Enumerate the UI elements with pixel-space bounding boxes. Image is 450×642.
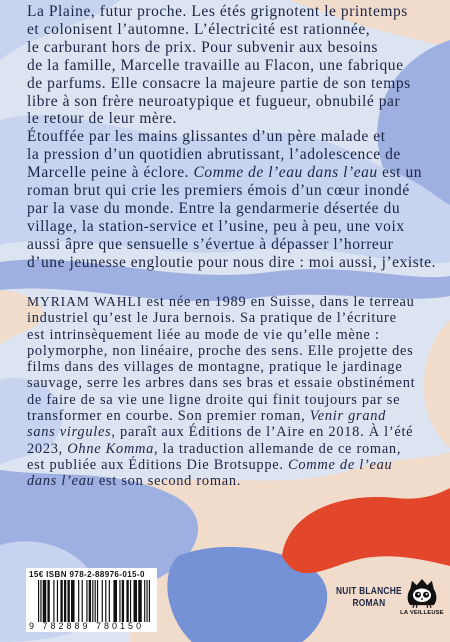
barcode-bar (102, 580, 103, 622)
text-run: et colonisent l’automne. L’électricité est rationnée, (27, 20, 371, 38)
collection-genre: ROMAN (352, 597, 386, 609)
synopsis-line (27, 57, 436, 75)
barcode-bar (105, 580, 106, 622)
synopsis-line (27, 164, 436, 182)
barcode-bar (92, 580, 93, 622)
barcode-bar (53, 580, 54, 622)
text-run: polymorphe, non linéaire, proche des sens. Elle projette des (27, 342, 414, 359)
text-run: le retour de leur mère. (27, 110, 177, 128)
barcode-bar (86, 580, 87, 622)
text-run: le carburant hors de prix. Pour subvenir aux besoins (27, 38, 379, 56)
synopsis-line (27, 39, 436, 57)
bio-line (27, 473, 415, 489)
text-run: la pression d’un quotidien abrutissant, l’adolescence de (27, 146, 401, 164)
bio-line (27, 359, 415, 375)
text-run: libre à son frère neuroatypique et fugueur, obnubilé par (27, 92, 401, 110)
barcode-bar (130, 580, 131, 622)
barcode-bar (57, 580, 58, 622)
barcode-bar (60, 580, 62, 622)
barcode-bar (43, 580, 47, 622)
text-run: de la famille, Marcelle travaille au Flacon, une fabrique (27, 56, 404, 74)
text-run: d’une jeunesse engloutie pour nous dire : moi aussi, j’existe. (27, 253, 437, 271)
text-run: films dans des villages de montagne, pratique le jardinage (27, 359, 403, 376)
barcode-digits: 9 782889 780150 (29, 621, 145, 631)
collection-name: NUIT BLANCHE (336, 585, 402, 597)
publisher-logo (398, 577, 446, 617)
author-bio (27, 294, 415, 490)
barcode-bar (109, 580, 110, 622)
barcode-bars (38, 580, 150, 622)
bio-line (27, 457, 415, 473)
text-run: par la vase du monde. Entre la gendarmerie désertée du (27, 199, 401, 217)
text-run: , la traduction allemande de ce roman, (154, 440, 402, 457)
barcode-bar (122, 580, 124, 622)
text-run: La Plaine, futur proche. Les étés grignotent le printemps (27, 3, 408, 20)
barcode-bar (82, 580, 83, 622)
synopsis-line (27, 182, 436, 200)
bio-line (27, 294, 415, 310)
barcode-bar (97, 580, 98, 622)
barcode-bar (126, 580, 128, 622)
text-run: sauvage, serre les arbres dans ses bras et essaie obstinément (27, 375, 416, 392)
barcode-box (26, 568, 157, 632)
barcode-bar (95, 580, 96, 622)
text-run: village, la station-service et l’usine, peu à peu, une voix (27, 217, 405, 235)
barcode-bar (133, 580, 137, 622)
owl-mascot-icon (404, 577, 440, 608)
author-name: MYRIAM WAHLI (27, 294, 143, 309)
synopsis-line (27, 21, 436, 39)
synopsis-text (27, 3, 436, 272)
book-title: Comme de l’eau dans l’eau (193, 164, 378, 182)
barcode-bar (40, 580, 41, 622)
bio-line (27, 408, 415, 424)
synopsis-line (27, 254, 436, 272)
barcode-bar (149, 580, 150, 622)
text-run: est intrinsèquement liée au mode de vie qu’elle mène : (27, 326, 380, 343)
barcode-bar (47, 580, 49, 622)
book-title: dans l’eau (27, 473, 95, 490)
bio-line (27, 441, 415, 457)
barcode-bar (89, 580, 91, 622)
bio-line (27, 310, 415, 326)
text-run: , paraît aux Éditions de l’Aire en 2018. À l’été (111, 424, 414, 441)
synopsis-line (27, 110, 436, 128)
text-run: Étouffée par les mains glissantes d’un père malade et (27, 128, 386, 146)
text-run: de parfums. Elle consacre la majeure partie de son temps (27, 74, 411, 92)
bio-line (27, 424, 415, 440)
text-run: aussi âpre que sensuelle s’évertue à dépasser l’horreur (27, 235, 394, 253)
barcode-bar (78, 580, 79, 622)
book-title: Comme de l’eau (288, 456, 393, 473)
publisher-name: LA VEILLEUSE (400, 610, 444, 616)
barcode-bar (146, 580, 147, 622)
book-title: Ohne Komma (67, 440, 155, 457)
text-run: est son second roman. (94, 473, 242, 490)
text-run: industriel qu’est le Jura bernois. Sa pratique de l’écriture (27, 310, 397, 327)
synopsis-line (27, 236, 436, 254)
text-run: transformer en courbe. Son premier roman, (27, 408, 310, 425)
barcode-bar (144, 580, 145, 622)
text-run: roman brut qui crie les premiers émois d’un cœur inondé (27, 182, 410, 200)
synopsis-line (27, 146, 436, 164)
book-title: sans virgules (27, 424, 112, 441)
barcode-bar (64, 580, 66, 622)
barcode-bar (67, 580, 69, 622)
synopsis-line (27, 128, 436, 146)
text-run: est née en 1989 en Suisse, dans le terreau (142, 294, 415, 310)
text-run: Marcelle peine à éclore. (27, 164, 194, 182)
synopsis-line (27, 75, 436, 93)
barcode-bar (113, 580, 117, 622)
synopsis-line (27, 3, 436, 21)
synopsis-line (27, 218, 436, 236)
book-title: Venir grand (309, 408, 387, 425)
barcode-bar (119, 580, 120, 622)
barcode-bar (138, 580, 142, 622)
bio-line (27, 375, 415, 391)
text-run: est un (377, 164, 423, 182)
barcode-bar (71, 580, 75, 622)
bio-line (27, 343, 415, 359)
collection-label (336, 585, 402, 609)
text-run: de faire de sa vie une ligne droite qui finit toujours par se (27, 391, 401, 408)
isbn-price-label: 15€ ISBN 978-2-88976-015-0 (29, 570, 145, 579)
text-run: est publiée aux Éditions Die Brotsuppe. (27, 456, 289, 473)
barcode-bar (38, 580, 39, 622)
bio-line (27, 392, 415, 408)
bio-line (27, 327, 415, 343)
text-run: 2023, (27, 440, 68, 457)
synopsis-line (27, 200, 436, 218)
synopsis-line (27, 93, 436, 111)
